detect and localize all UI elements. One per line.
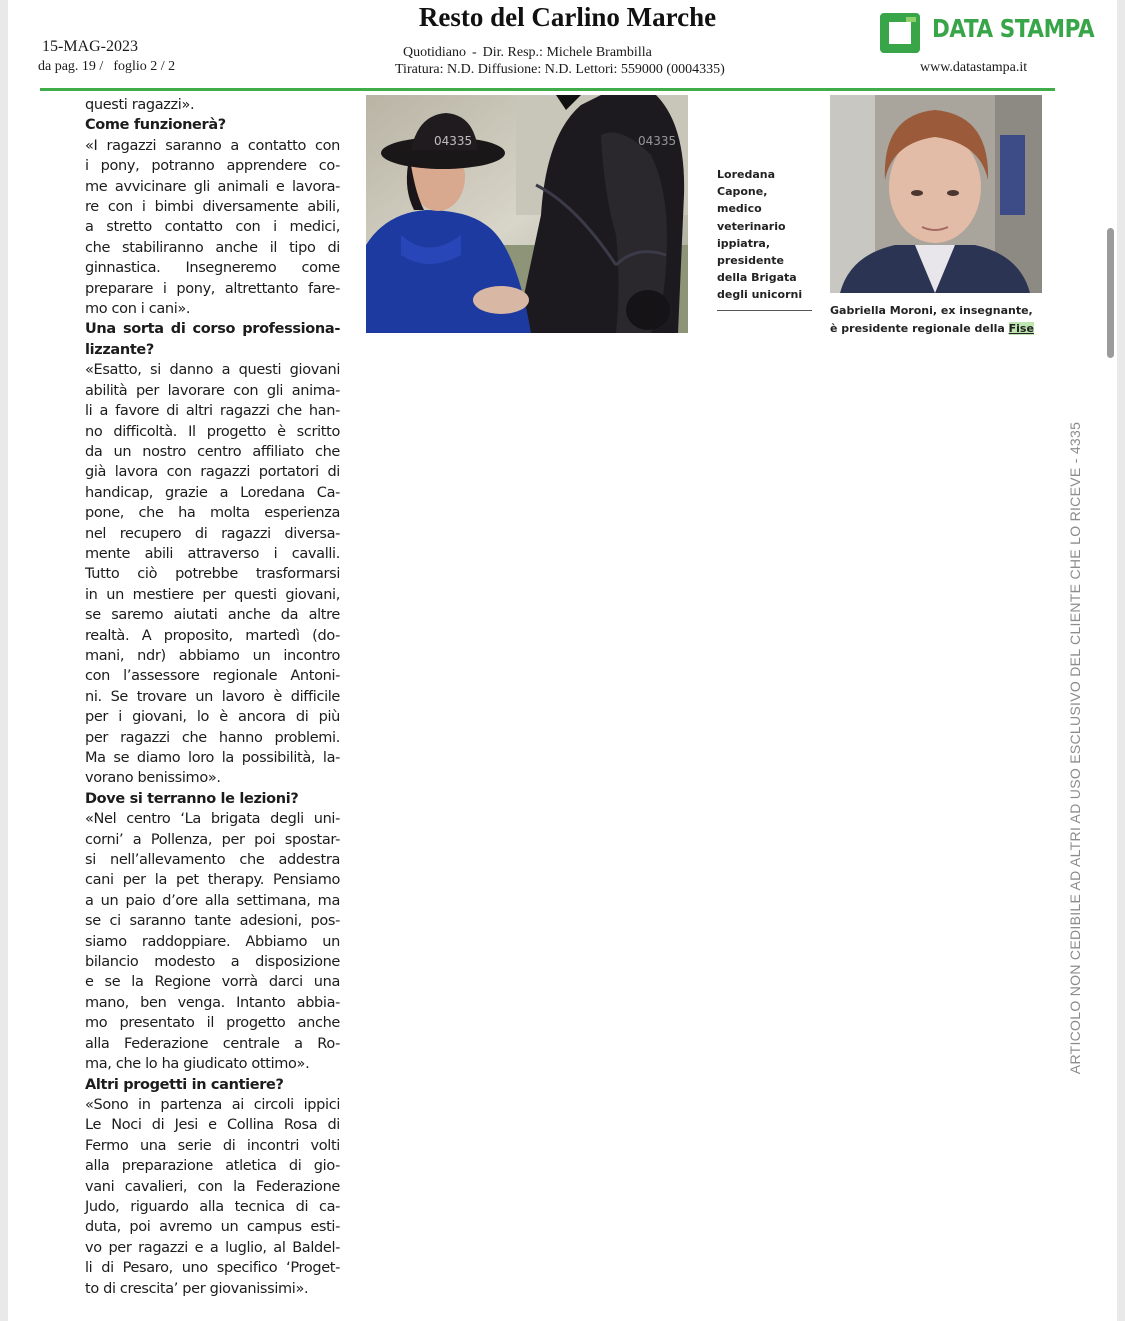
article-line: «I ragazzi saranno a contatto con xyxy=(85,137,340,154)
article-line: to di crescita’ per giovanissimi». xyxy=(85,1280,309,1297)
caption-loredana-line: medico xyxy=(717,202,762,216)
interview-answer xyxy=(85,809,340,1074)
article-line: e se la Regione vorrà darci una xyxy=(85,974,340,991)
article-line: mano, ben venga. Intanto abbia- xyxy=(85,994,340,1011)
article-line: no difficoltà. Il progetto è scritto xyxy=(85,423,340,440)
page-info xyxy=(38,59,185,75)
caption-divider xyxy=(717,310,812,311)
caption-loredana-line: Capone, xyxy=(717,185,768,199)
viewer-frame-right xyxy=(1117,0,1125,1321)
portrait-illustration xyxy=(830,95,1042,293)
caption-gabriella-line2 xyxy=(830,320,1045,338)
brand-url[interactable]: www.datastampa.it xyxy=(920,60,1028,75)
caption-loredana-line: veterinario xyxy=(717,219,786,233)
article-line: Tutto ciò potrebbe trasformarsi xyxy=(85,566,340,583)
photo-watermark-right: 04335 xyxy=(638,134,677,148)
article-line: se ci saranno tante adesioni, pos- xyxy=(85,913,340,930)
article-line: Judo, riguardo alla tecnica di ca- xyxy=(85,1198,340,1215)
article-line: con l’assessore regionale Antoni- xyxy=(85,668,340,685)
caption-gabriella-moroni xyxy=(830,302,1045,337)
article-line: a stretto contatto con i medici, xyxy=(85,219,340,236)
interview-question xyxy=(85,1075,340,1095)
article-line: che stabiliranno anche il tipo di xyxy=(85,239,340,256)
article-line: mente abili attraverso i cavalli. xyxy=(85,545,340,562)
data-stampa-logo-icon xyxy=(880,13,920,53)
article-line: mo con i cani». xyxy=(85,301,191,318)
article-line: bilancio modesto a disposizione xyxy=(85,954,340,971)
article-line: cani per la pet therapy. Pensiamo xyxy=(85,872,340,889)
article-line: i pony, potranno apprendere co- xyxy=(85,158,340,175)
article-line: ginnastica. Insegneremo come xyxy=(85,260,340,277)
photo-watermark-left: 04335 xyxy=(434,134,473,148)
article-line: corni’ a Pollenza, per poi spostar- xyxy=(85,831,340,848)
interview-answer xyxy=(85,95,340,115)
article-line: Ma se diamo loro la possibilità, la- xyxy=(85,750,340,766)
article-line: vorano benissimo». xyxy=(85,770,221,787)
article-line: vo per ragazzi e a luglio, al Baldel- xyxy=(85,1239,340,1256)
article-line: li di Pesaro, uno specifico ‘Proget- xyxy=(85,1260,340,1277)
article-line: già lavora con ragazzi portatori di xyxy=(85,464,340,481)
article-line: ni. Se trovare un lavoro è difficile xyxy=(85,688,340,705)
article-line: Fermo una serie di incontri volti xyxy=(85,1137,340,1154)
interview-answer xyxy=(85,136,340,320)
article-line: duta, poi avremo un campus esti- xyxy=(85,1219,340,1236)
interview-answer xyxy=(85,1095,340,1299)
article-line: pone, che ha molta esperienza xyxy=(85,505,340,522)
article-line: Altri progetti in cantiere? xyxy=(85,1076,284,1093)
caption-loredana-line: della Brigata xyxy=(717,271,797,285)
article-line: mo presentato il progetto anche xyxy=(85,1015,340,1032)
article-line: Le Noci di Jesi e Collina Rosa di xyxy=(85,1117,340,1134)
caption-loredana-line: degli unicorni xyxy=(717,288,803,302)
article-line: in un mestiere per questi giovani, xyxy=(85,586,340,603)
article-line: per ragazzi che hanno problemi. xyxy=(85,729,340,746)
caption-gabriella-line1: Gabriella Moroni, ex insegnante, xyxy=(830,304,1033,317)
article-line: li a favore di altri ragazzi che han- xyxy=(85,403,340,420)
interview-question xyxy=(85,319,340,360)
disclaimer-text: ARTICOLO NON CEDIBILE AD ALTRI AD USO ESCLUSIVO DEL CLIENTE CHE LO RICEVE - 4335 xyxy=(1067,421,1083,1075)
article-line: handicap, grazie a Loredana Ca- xyxy=(85,484,340,501)
article-line: «Sono in partenza ai circoli ippici xyxy=(85,1096,340,1113)
article-line: per i giovani, lo è ancora di più xyxy=(85,709,340,726)
viewer-frame-left xyxy=(0,0,8,1321)
caption-loredana-capone xyxy=(717,166,812,304)
caption-loredana-line: Loredana xyxy=(717,168,776,181)
article-line: me avvicinare gli animali e lavora- xyxy=(85,178,340,195)
article-line: nel recupero di ragazzi diversa- xyxy=(85,525,340,542)
publication-type: Quotidiano xyxy=(403,45,466,60)
caption-loredana-line: presidente xyxy=(717,254,784,268)
article-line: ma, che lo ha giudicato ottimo». xyxy=(85,1056,310,1073)
article-line: se saremo aiutati anche da altre xyxy=(85,607,340,624)
article-line: mani, ndr) abbiamo un incontro xyxy=(85,647,340,664)
article-line: «Nel centro ‘La brigata degli uni- xyxy=(85,811,340,828)
article-line: abilità per lavorare con gli anima- xyxy=(85,382,340,399)
article-line: vani cavalieri, con la Federazione xyxy=(85,1178,340,1195)
publication-meta xyxy=(403,45,652,61)
article-line: si nell’allevamento che addestra xyxy=(85,852,340,869)
meta-separator: - xyxy=(472,45,477,60)
article-line: Una sorta di corso professiona- xyxy=(85,321,340,338)
header-divider xyxy=(40,88,1055,91)
publication-date: 15-MAG-2023 xyxy=(42,38,138,55)
article-line: re con i bimbi diversamente abili, xyxy=(85,199,340,216)
article-line: lizzante? xyxy=(85,341,154,358)
article-line: alla preparazione atletica di gio- xyxy=(85,1158,340,1175)
article-line: a un paio d’ore alla settimana, ma xyxy=(85,892,340,909)
newspaper-title: Resto del Carlino Marche xyxy=(418,2,717,32)
article-line: da un nostro centro affiliato che xyxy=(85,443,340,460)
article-body xyxy=(85,95,340,1299)
article-line: realtà. A proposito, martedì (do- xyxy=(85,627,340,644)
article-line: alla Federazione centrale a Ro- xyxy=(85,1035,340,1052)
page-number: da pag. 19 / xyxy=(38,59,104,74)
fise-highlight[interactable]: Fise xyxy=(1008,321,1034,335)
photo-gabriella-moroni xyxy=(830,95,1042,293)
photo-loredana-with-pony xyxy=(366,95,688,333)
brand-name: DATA STAMPA xyxy=(932,14,1095,43)
caption-gabriella-prefix: è presidente regionale della xyxy=(830,321,1009,335)
sheet-number: foglio 2 / 2 xyxy=(113,59,176,74)
article-line: preparare i pony, altrettanto fare- xyxy=(85,280,340,297)
interview-answer xyxy=(85,360,340,789)
article-line: «Esatto, si danno a questi giovani xyxy=(85,362,340,379)
interview-question xyxy=(85,789,340,809)
pony-photo-illustration xyxy=(366,95,688,333)
director: Dir. Resp.: Michele Brambilla xyxy=(482,45,652,60)
article-line: questi ragazzi». xyxy=(85,97,195,113)
article-line: Dove si terranno le lezioni? xyxy=(85,790,299,807)
interview-question xyxy=(85,115,340,135)
article-line: Come funzionerà? xyxy=(85,117,226,134)
caption-loredana-line: ippiatra, xyxy=(717,236,770,250)
circulation-info: Tiratura: N.D. Diffusione: N.D. Lettori: 559000 (0004335) xyxy=(395,62,725,77)
article-line: siamo raddoppiare. Abbiamo un xyxy=(85,933,340,950)
scrollbar-thumb[interactable] xyxy=(1107,228,1114,358)
